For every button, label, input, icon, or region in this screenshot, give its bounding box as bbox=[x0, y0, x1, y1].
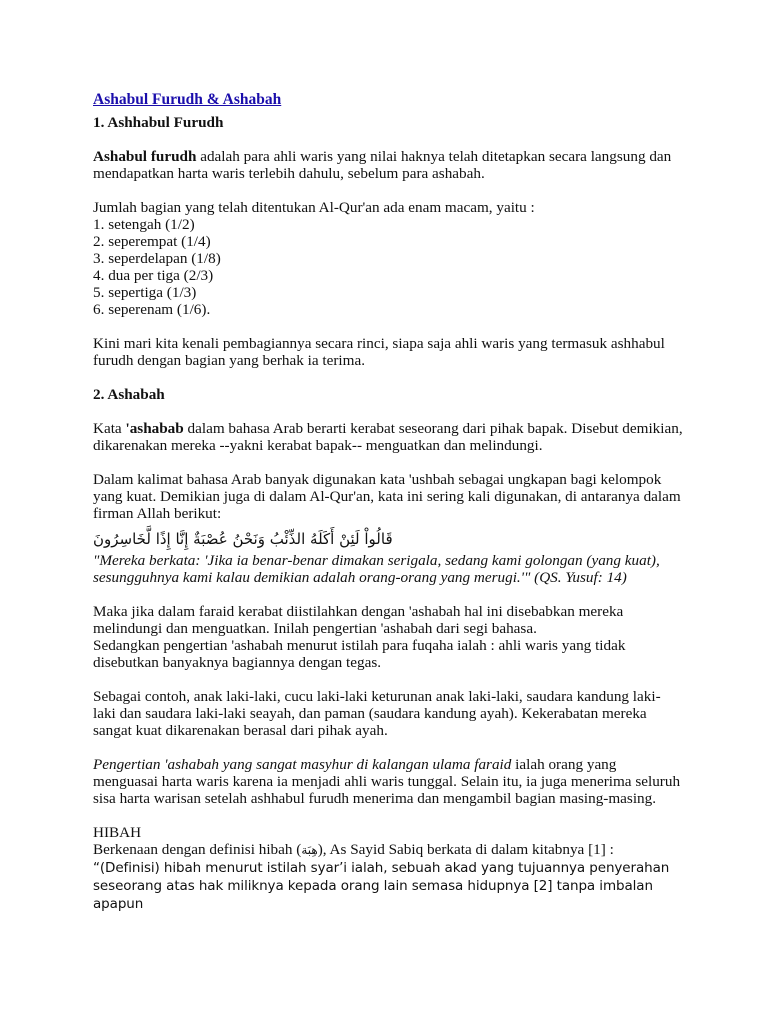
term-ashabul-furudh: Ashabul furudh bbox=[93, 148, 197, 165]
italic-phrase: Pengertian 'ashabah yang sangat masyhur di kalangan ulama faraid bbox=[93, 756, 512, 773]
paragraph-closing: Kini mari kita kenali pembagiannya secara rinci, siapa saja ahli waris yang termasuk ashhabul furudh dengan bagian yang berhak ia terima. bbox=[93, 335, 665, 369]
list-item: 6. seperenam (1/6). bbox=[93, 301, 211, 318]
paragraph-kata-ashabah bbox=[93, 420, 683, 454]
arabic-verse bbox=[93, 528, 683, 552]
list-item: 4. dua per tiga (2/3) bbox=[93, 267, 214, 284]
text-run: ), As Sayid Sabiq berkata di dalam kitabnya [1] : bbox=[317, 841, 614, 858]
document-body bbox=[93, 91, 683, 913]
arabic-verse-text: قَالُواْ لَئِنْ أَكَلَهُ الذِّئْبُ وَنَحْنُ عُصْبَةٌ إِنَّا إِذًا لَّخَاسِرُونَ bbox=[93, 530, 393, 548]
paragraph-hibah-quote: “(Definisi) hibah menurut istilah syar’i ialah, sebuah akad yang tujuannya penyerahan seseorang atas hak miliknya kepada orang lain semasa hidupnya [2] tanpa imbalan apapun bbox=[93, 860, 670, 912]
section-heading-ashabah: 2. Ashabah bbox=[93, 386, 165, 403]
list-item: 3. seperdelapan (1/8) bbox=[93, 250, 221, 267]
section-heading-ashhabul-furudh: 1. Ashhabul Furudh bbox=[93, 114, 224, 131]
shares-list bbox=[93, 216, 683, 318]
paragraph-masyhur bbox=[93, 756, 683, 807]
translation-text: "Mereka berkata: 'Jika ia benar-benar dimakan serigala, sedang kami golongan (yang kuat), sesungguhnya kami kalau demikian adalah orang-orang yang merugi.'" (QS. Yusuf: 14) bbox=[93, 552, 660, 586]
text-run: Kata bbox=[93, 420, 126, 437]
paragraph-hibah-definition bbox=[93, 841, 683, 859]
page-title-link[interactable]: Ashabul Furudh & Ashabah bbox=[93, 91, 282, 108]
text-run: Berkenaan dengan definisi hibah ( bbox=[93, 841, 302, 858]
text-run: ialah orang yang menguasai harta waris karena ia menjadi ahli waris tunggal. Selain itu, ia juga menerima seluruh sisa harta warisan setelah ashhabul furudh menerima dan mengambil bagian masing-masing. bbox=[93, 756, 681, 807]
paragraph-ushbah: Dalam kalimat bahasa Arab banyak digunakan kata 'ushbah sebagai ungkapan bagi kelompok yang kuat. Demikian juga di dalam Al-Qur'an, kata ini sering kali digunakan, di antaranya dalam firman Allah berikut: bbox=[93, 471, 681, 522]
paragraph-istilah: Sedangkan pengertian 'ashabah menurut istilah para fuqaha ialah : ahli waris yang tidak disebutkan banyaknya bagiannya dengan tegas. bbox=[93, 637, 626, 671]
shares-intro: Jumlah bagian yang telah ditentukan Al-Qur'an ada enam macam, yaitu : bbox=[93, 199, 535, 216]
paragraph-definition bbox=[93, 148, 683, 182]
arabic-word-hibah: هِبَة bbox=[301, 843, 318, 857]
paragraph-contoh: Sebagai contoh, anak laki-laki, cucu laki-laki keturunan anak laki-laki, saudara kandung laki-laki dan saudara laki-laki seayah, dan paman (saudara kandung ayah). Kekerabatan mereka sangat kuat dikarenakan berasal dari pihak ayah. bbox=[93, 688, 661, 739]
definition-text: adalah para ahli waris yang nilai haknya telah ditetapkan secara langsung dan mendapatkan harta waris terlebih dahulu, sebelum para ashabah. bbox=[93, 148, 672, 182]
list-item: 1. setengah (1/2) bbox=[93, 216, 195, 233]
text-run: dalam bahasa Arab berarti kerabat seseorang dari pihak bapak. Disebut demikian, dikarenakan mereka --yakni kerabat bapak-- menguatkan dan melindungi. bbox=[93, 420, 683, 454]
list-item: 5. sepertiga (1/3) bbox=[93, 284, 197, 301]
section-heading-hibah: HIBAH bbox=[93, 824, 142, 841]
paragraph-faraid: Maka jika dalam faraid kerabat diistilahkan dengan 'ashabah hal ini disebabkan mereka melindungi dan menguatkan. Inilah pengertian 'ashabah dari segi bahasa. bbox=[93, 603, 624, 637]
list-item: 2. seperempat (1/4) bbox=[93, 233, 211, 250]
verse-translation bbox=[93, 552, 683, 586]
term-ashabab: 'ashabab bbox=[125, 420, 184, 437]
